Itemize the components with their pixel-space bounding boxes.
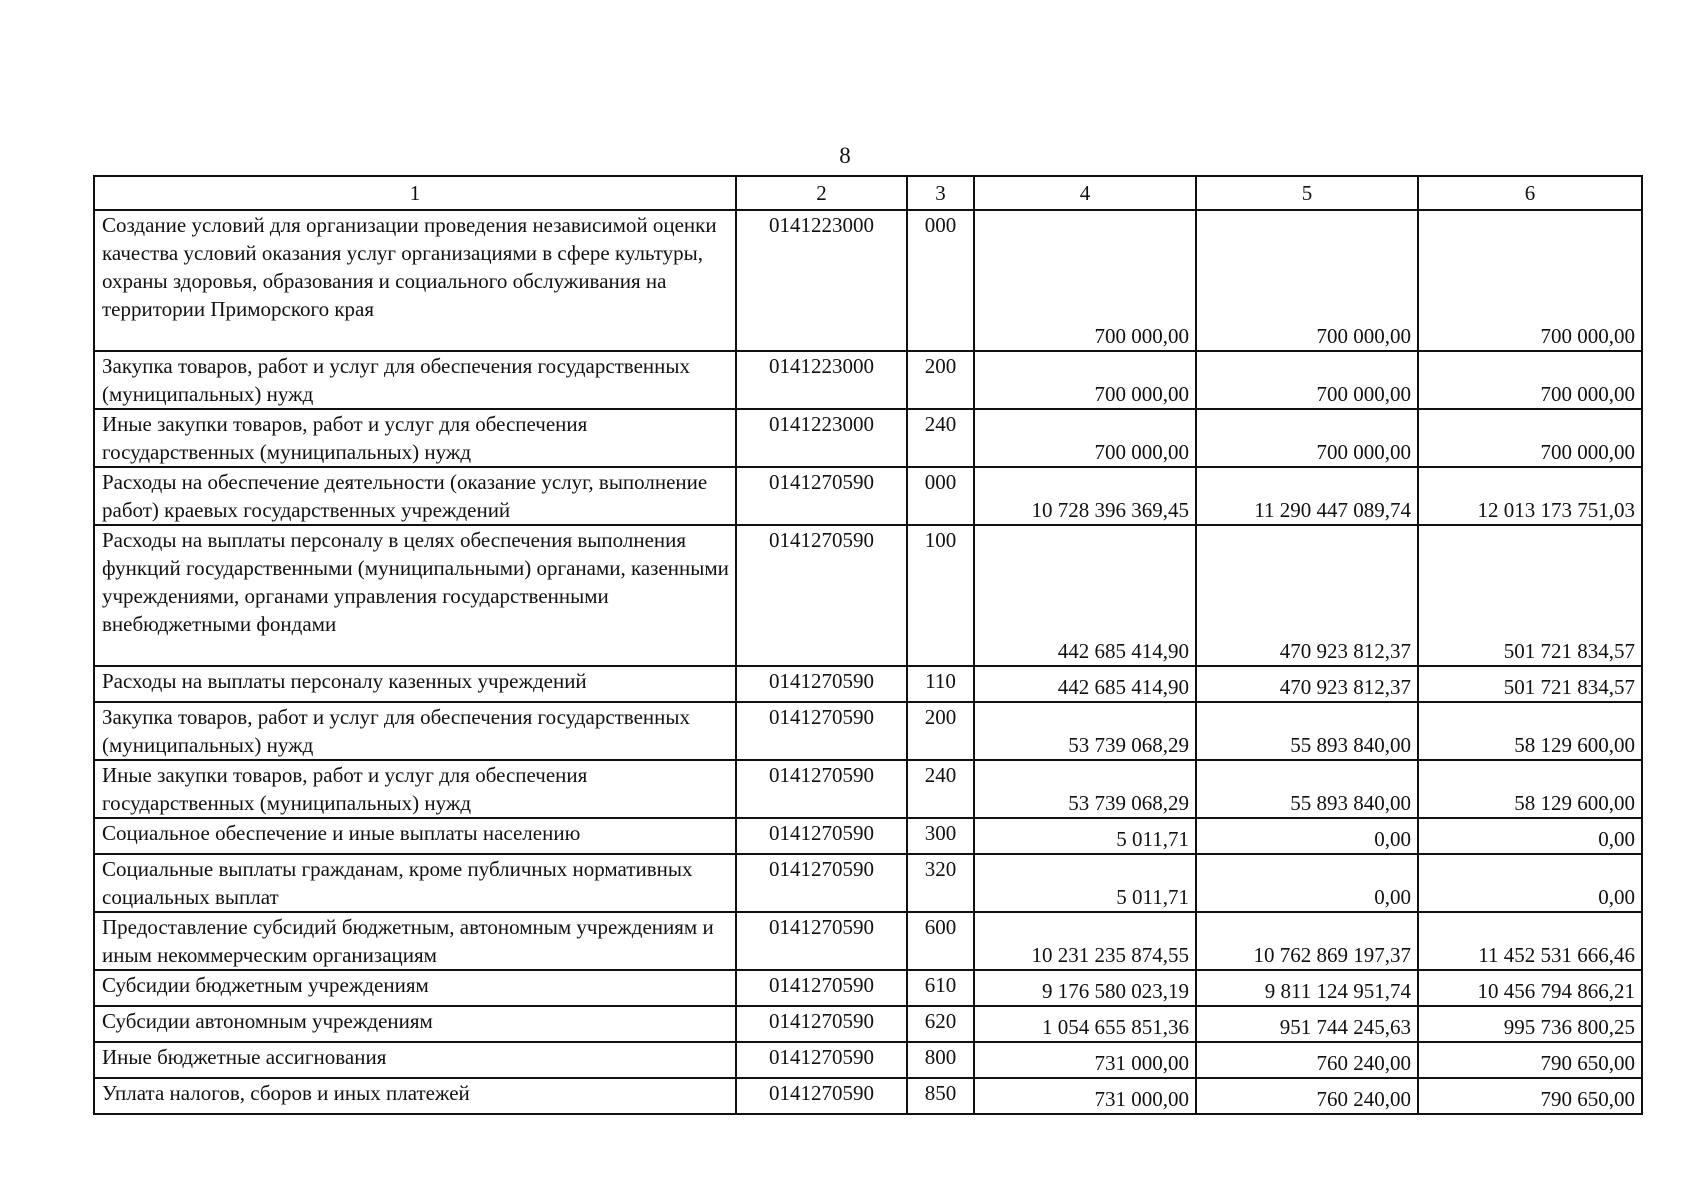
row-amount-year2-cell: 0,00 xyxy=(1196,854,1418,912)
row-amount-year2-cell: 11 290 447 089,74 xyxy=(1196,467,1418,525)
column-header: 1 xyxy=(94,176,736,210)
row-type-cell: 200 xyxy=(907,351,974,409)
table-row xyxy=(94,467,1642,525)
table-row xyxy=(94,854,1642,912)
row-code-cell: 0141270590 xyxy=(736,818,907,854)
row-name-cell: Социальное обеспечение и иные выплаты населению xyxy=(94,818,736,854)
row-amount-year2-cell: 55 893 840,00 xyxy=(1196,760,1418,818)
row-name-cell: Субсидии бюджетным учреждениям xyxy=(94,970,736,1006)
row-type-cell: 240 xyxy=(907,409,974,467)
row-code-cell: 0141270590 xyxy=(736,702,907,760)
row-code-cell: 0141270590 xyxy=(736,1078,907,1114)
row-type-cell: 800 xyxy=(907,1042,974,1078)
row-amount-year3-cell: 58 129 600,00 xyxy=(1418,702,1642,760)
table-row xyxy=(94,351,1642,409)
row-amount-year1-cell: 442 685 414,90 xyxy=(974,525,1196,666)
row-type-cell: 600 xyxy=(907,912,974,970)
row-amount-year2-cell: 0,00 xyxy=(1196,818,1418,854)
row-amount-year3-cell: 11 452 531 666,46 xyxy=(1418,912,1642,970)
row-amount-year1-cell: 53 739 068,29 xyxy=(974,760,1196,818)
row-name-cell: Создание условий для организации проведения независимой оценки качества условий оказания услуг организациями в сфере культуры, охраны здоровья, образования и социального обслуживания на территории Приморского края xyxy=(94,210,736,351)
table-row xyxy=(94,970,1642,1006)
row-type-cell: 620 xyxy=(907,1006,974,1042)
row-amount-year2-cell: 470 923 812,37 xyxy=(1196,525,1418,666)
row-amount-year3-cell: 501 721 834,57 xyxy=(1418,525,1642,666)
table-row xyxy=(94,409,1642,467)
row-amount-year1-cell: 1 054 655 851,36 xyxy=(974,1006,1196,1042)
row-name-cell: Расходы на выплаты персоналу казенных учреждений xyxy=(94,666,736,702)
row-code-cell: 0141270590 xyxy=(736,1042,907,1078)
row-name-cell: Расходы на выплаты персоналу в целях обеспечения выполнения функций государственными (муниципальными) органами, казенными учреждениями, органами управления государственными внебюджетными фондами xyxy=(94,525,736,666)
table-row xyxy=(94,1042,1642,1078)
row-amount-year1-cell: 10 231 235 874,55 xyxy=(974,912,1196,970)
row-type-cell: 000 xyxy=(907,467,974,525)
row-type-cell: 000 xyxy=(907,210,974,351)
row-code-cell: 0141270590 xyxy=(736,854,907,912)
row-code-cell: 0141270590 xyxy=(736,912,907,970)
row-amount-year1-cell: 53 739 068,29 xyxy=(974,702,1196,760)
row-amount-year3-cell: 790 650,00 xyxy=(1418,1078,1642,1114)
table-row xyxy=(94,1006,1642,1042)
row-amount-year1-cell: 700 000,00 xyxy=(974,210,1196,351)
row-code-cell: 0141223000 xyxy=(736,210,907,351)
row-type-cell: 200 xyxy=(907,702,974,760)
table-row xyxy=(94,818,1642,854)
row-code-cell: 0141223000 xyxy=(736,409,907,467)
row-amount-year1-cell: 10 728 396 369,45 xyxy=(974,467,1196,525)
row-amount-year3-cell: 790 650,00 xyxy=(1418,1042,1642,1078)
row-amount-year2-cell: 951 744 245,63 xyxy=(1196,1006,1418,1042)
row-type-cell: 610 xyxy=(907,970,974,1006)
row-code-cell: 0141223000 xyxy=(736,351,907,409)
table-row xyxy=(94,702,1642,760)
row-amount-year1-cell: 442 685 414,90 xyxy=(974,666,1196,702)
row-name-cell: Закупка товаров, работ и услуг для обеспечения государственных (муниципальных) нужд xyxy=(94,702,736,760)
row-type-cell: 320 xyxy=(907,854,974,912)
column-header: 5 xyxy=(1196,176,1418,210)
row-code-cell: 0141270590 xyxy=(736,1006,907,1042)
row-type-cell: 100 xyxy=(907,525,974,666)
row-amount-year2-cell: 9 811 124 951,74 xyxy=(1196,970,1418,1006)
row-name-cell: Социальные выплаты гражданам, кроме публичных нормативных социальных выплат xyxy=(94,854,736,912)
row-amount-year3-cell: 700 000,00 xyxy=(1418,351,1642,409)
row-name-cell: Уплата налогов, сборов и иных платежей xyxy=(94,1078,736,1114)
row-name-cell: Иные бюджетные ассигнования xyxy=(94,1042,736,1078)
row-amount-year1-cell: 700 000,00 xyxy=(974,409,1196,467)
row-name-cell: Иные закупки товаров, работ и услуг для обеспечения государственных (муниципальных) нужд xyxy=(94,760,736,818)
row-amount-year1-cell: 731 000,00 xyxy=(974,1078,1196,1114)
table-header-row xyxy=(94,176,1642,210)
row-amount-year2-cell: 760 240,00 xyxy=(1196,1042,1418,1078)
row-amount-year1-cell: 9 176 580 023,19 xyxy=(974,970,1196,1006)
row-amount-year2-cell: 700 000,00 xyxy=(1196,210,1418,351)
row-amount-year1-cell: 731 000,00 xyxy=(974,1042,1196,1078)
column-header: 3 xyxy=(907,176,974,210)
table-row xyxy=(94,666,1642,702)
row-code-cell: 0141270590 xyxy=(736,666,907,702)
row-type-cell: 110 xyxy=(907,666,974,702)
row-type-cell: 300 xyxy=(907,818,974,854)
row-amount-year3-cell: 995 736 800,25 xyxy=(1418,1006,1642,1042)
row-amount-year2-cell: 10 762 869 197,37 xyxy=(1196,912,1418,970)
row-name-cell: Предоставление субсидий бюджетным, автономным учреждениям и иным некоммерческим организациям xyxy=(94,912,736,970)
row-code-cell: 0141270590 xyxy=(736,525,907,666)
row-name-cell: Субсидии автономным учреждениям xyxy=(94,1006,736,1042)
row-amount-year1-cell: 5 011,71 xyxy=(974,818,1196,854)
table-row xyxy=(94,525,1642,666)
row-amount-year3-cell: 12 013 173 751,03 xyxy=(1418,467,1642,525)
row-amount-year2-cell: 55 893 840,00 xyxy=(1196,702,1418,760)
row-name-cell: Закупка товаров, работ и услуг для обеспечения государственных (муниципальных) нужд xyxy=(94,351,736,409)
column-header: 6 xyxy=(1418,176,1642,210)
row-type-cell: 240 xyxy=(907,760,974,818)
column-header: 2 xyxy=(736,176,907,210)
row-code-cell: 0141270590 xyxy=(736,467,907,525)
row-amount-year2-cell: 470 923 812,37 xyxy=(1196,666,1418,702)
row-amount-year1-cell: 5 011,71 xyxy=(974,854,1196,912)
row-amount-year2-cell: 760 240,00 xyxy=(1196,1078,1418,1114)
row-amount-year3-cell: 700 000,00 xyxy=(1418,210,1642,351)
row-name-cell: Иные закупки товаров, работ и услуг для обеспечения государственных (муниципальных) нужд xyxy=(94,409,736,467)
row-code-cell: 0141270590 xyxy=(736,760,907,818)
row-amount-year3-cell: 700 000,00 xyxy=(1418,409,1642,467)
row-amount-year1-cell: 700 000,00 xyxy=(974,351,1196,409)
budget-table xyxy=(93,175,1643,1115)
table-row xyxy=(94,912,1642,970)
column-header: 4 xyxy=(974,176,1196,210)
row-amount-year3-cell: 501 721 834,57 xyxy=(1418,666,1642,702)
table-row xyxy=(94,210,1642,351)
row-amount-year3-cell: 0,00 xyxy=(1418,854,1642,912)
row-amount-year2-cell: 700 000,00 xyxy=(1196,351,1418,409)
row-code-cell: 0141270590 xyxy=(736,970,907,1006)
row-name-cell: Расходы на обеспечение деятельности (оказание услуг, выполнение работ) краевых государственных учреждений xyxy=(94,467,736,525)
table-row xyxy=(94,760,1642,818)
row-amount-year2-cell: 700 000,00 xyxy=(1196,409,1418,467)
row-amount-year3-cell: 58 129 600,00 xyxy=(1418,760,1642,818)
row-amount-year3-cell: 10 456 794 866,21 xyxy=(1418,970,1642,1006)
page-number: 8 xyxy=(839,143,851,168)
row-amount-year3-cell: 0,00 xyxy=(1418,818,1642,854)
row-type-cell: 850 xyxy=(907,1078,974,1114)
table-row xyxy=(94,1078,1642,1114)
